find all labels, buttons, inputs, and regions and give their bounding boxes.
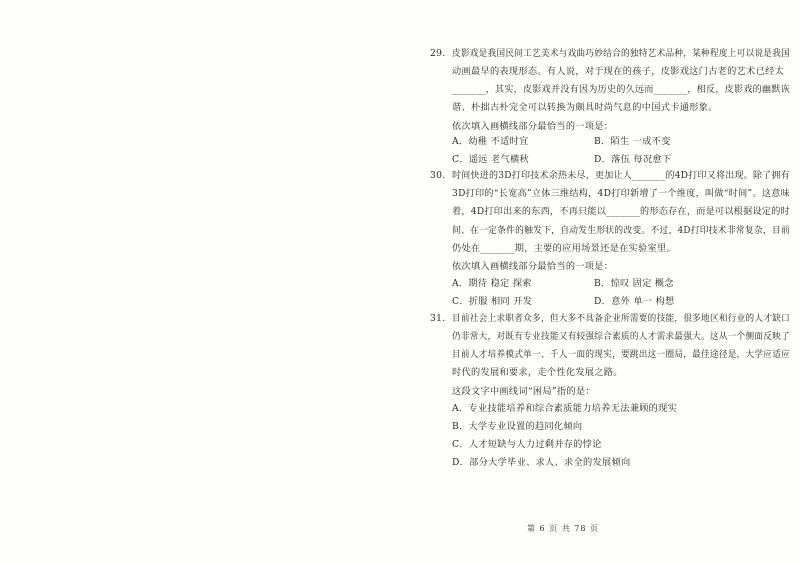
question-text-line: 仍非常大，对既有专业技能又有较强综合素质的人才需求最强大。这从一个侧面反映了 (452, 331, 790, 342)
question-text-line: 仍处在_______期，主要的应用场景还是在实验室里。 (452, 243, 677, 254)
option-d: D．意外 单一 构想 (594, 296, 675, 307)
option-b: B．惊叹 固定 概念 (594, 278, 674, 289)
question-text-line: 动画最早的表现形态。有人说，对于现在的孩子，皮影戏这门古老的艺术已经太 (452, 66, 785, 77)
question-text-line: _______，其实，皮影戏并没有因为历史的久远而_______，相反，皮影戏的幽默诙 (452, 84, 790, 95)
question-text-line: 皮影戏是我国民间工艺美术与戏曲巧妙结合的独特艺术品种，某种程度上可以说是我国 (452, 48, 790, 59)
question-text-line: 目前人才培养模式单一、千人一面的现实，要跳出这一圈局，最佳途径是，大学应适应 (452, 349, 790, 360)
question-number: 30. (430, 170, 446, 181)
question-prompt: 依次填入画横线部分最恰当的一项是： (452, 261, 614, 272)
question-text-line: 谐、朴拙古朴完全可以转换为颇具时尚气息的中国式卡通形象。 (452, 102, 718, 113)
question-number: 31. (430, 313, 446, 324)
question-prompt: 这段文字中画线词“困局”指的是： (452, 386, 595, 397)
option-a: A．期待 稳定 探索 (452, 278, 532, 289)
option-c: C．人才短缺与人力过剩并存的悖论 (452, 439, 602, 450)
option-c: C．折服 相同 开发 (452, 296, 533, 307)
question-number: 29. (430, 48, 446, 59)
option-a: A．幼稚 不适时宜 (452, 136, 529, 147)
option-d: D．部分大学毕业、求人、求全的发展倾向 (452, 457, 631, 468)
option-b: B．陌生 一成不变 (594, 136, 671, 147)
question-text-line: 目前社会上求职者众多，但大多不具备企业所需要的技能，很多地区和行业的人才缺口 (452, 313, 790, 324)
option-b: B．大学专业设置的趋同化倾向 (452, 421, 583, 432)
question-text-line: 间、在一定条件的触发下，自动发生形状的改变。不过，4D打印技术非常复杂，目前 (452, 225, 790, 236)
question-text-line: 时间快进的3D打印技术余热未尽，更加让人_______的4D打印又将出现。除了拥有 (452, 170, 790, 181)
question-prompt: 依次填入画横线部分最恰当的一项是： (452, 121, 614, 132)
option-a: A．专业技能培养和综合素质能力培养无法兼顾的现实 (452, 403, 678, 414)
option-c: C．遥远 老气横秋 (452, 154, 529, 165)
option-d: D．落伍 每况愈下 (594, 154, 672, 165)
question-text-line: 着，4D打印出来的东西，不再只能以_______的形态存在，而是可以根据设定的时 (452, 206, 790, 217)
page-number: 第 6 页 共 78 页 (527, 524, 599, 533)
question-text-line: 3D打印的“长宽高”立体三维结构，4D打印新增了一个维度，叫做“时间”。这意味 (452, 188, 790, 199)
question-text-line: 时代的发展和要求，走个性化发展之路。 (452, 367, 623, 378)
